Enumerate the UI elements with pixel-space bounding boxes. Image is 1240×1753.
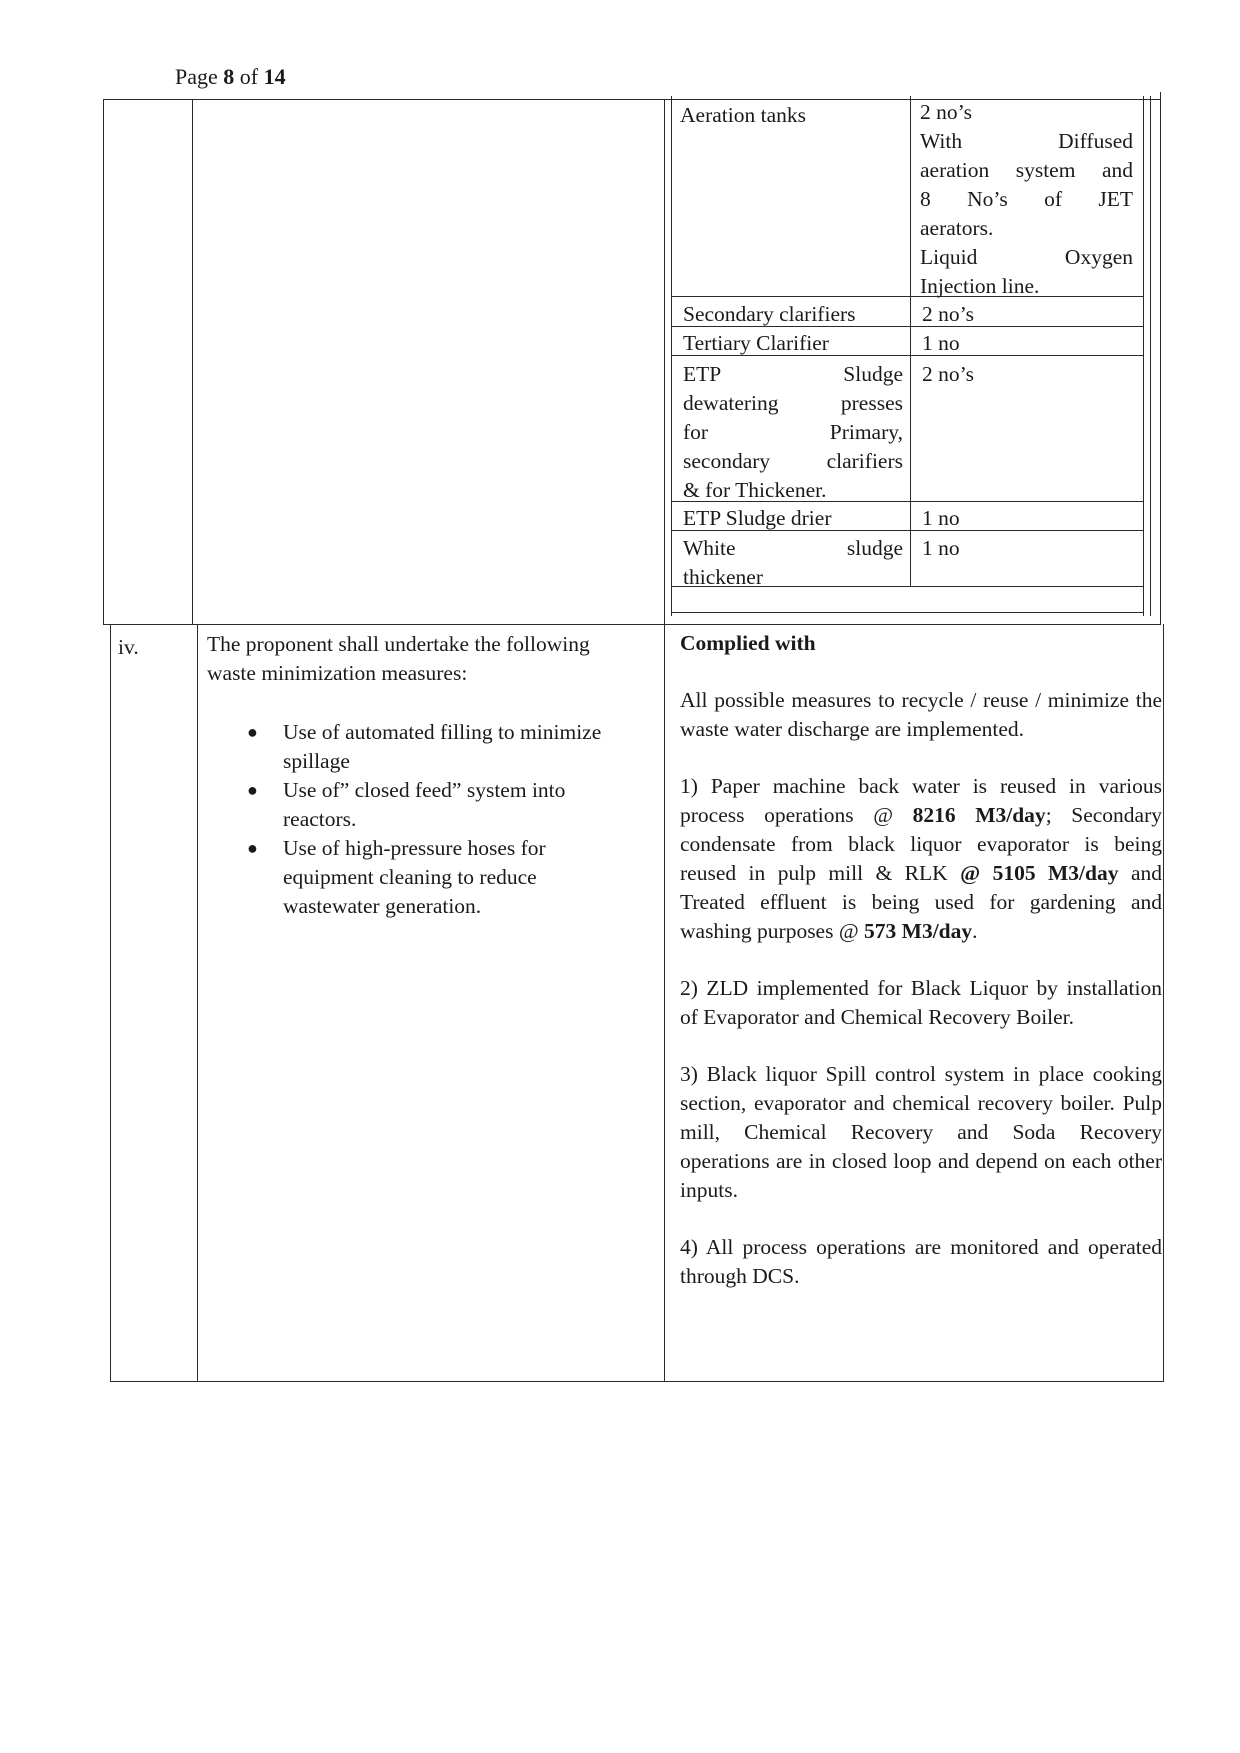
equipment-name: Secondary clarifiers xyxy=(683,302,856,326)
page-current: 8 xyxy=(223,64,235,89)
equipment-detail: 2 no’s xyxy=(922,302,974,326)
equipment-detail: 2 no’s xyxy=(922,362,974,386)
compliance-status: Complied with xyxy=(680,631,816,655)
page-prefix: Page xyxy=(175,64,224,89)
compliance-text xyxy=(680,629,1162,1291)
bullet-item: ● Use of high-pressure hoses for equipment cleaning to reduce wastewater generation. xyxy=(247,836,546,918)
equipment-name: ETP Sludge dewatering presses for Primary, secondary clarifiers & for Thickener. xyxy=(683,362,903,502)
page-total: 14 xyxy=(263,64,286,89)
compliance-intro: All possible measures to recycle / reuse / minimize the waste water discharge are implemented. xyxy=(680,688,1162,741)
equipment-name: ETP Sludge drier xyxy=(683,506,832,530)
col-divider-1-bottom xyxy=(197,624,198,1382)
inner-table-left xyxy=(671,96,672,616)
bullet-item: ● Use of” closed feed” system into reactors. xyxy=(247,778,566,831)
col-divider-1-top xyxy=(192,99,193,625)
bullet-dot-icon: ● xyxy=(247,780,258,800)
equipment-detail: 1 no xyxy=(922,536,960,560)
col-divider-2 xyxy=(664,99,665,1382)
bullet-item: ● Use of automated filling to minimize spillage xyxy=(247,720,602,773)
table-right-border-bottom xyxy=(1163,624,1164,1382)
compliance-point-4: 4) All process operations are monitored and operated through DCS. xyxy=(680,1235,1162,1288)
equipment-name: Aeration tanks xyxy=(680,103,806,127)
compliance-point-1: 1) Paper machine back water is reused in various process operations @ 8216 M3/day; Secondary condensate from black liquor evaporator is being reused in pulp mill & RLK @ 5105 M3/day and Treated effluent is being used for gardening and washing purposes @ 573 M3/day. xyxy=(680,774,1162,943)
inner-table-bottom xyxy=(671,612,1144,613)
inner-table-right-outer xyxy=(1150,96,1151,616)
page-number xyxy=(175,64,286,90)
equipment-detail: 1 no xyxy=(922,506,960,530)
table-left-border-top xyxy=(103,99,104,625)
condition-text: The proponent shall undertake the following waste minimization measures: xyxy=(207,632,590,685)
table-left-border-bottom xyxy=(110,624,111,1382)
page-sep: of xyxy=(234,64,264,89)
row-divider xyxy=(103,624,1161,625)
table-right-border-top xyxy=(1160,92,1161,625)
condition-bullets xyxy=(247,718,663,921)
bullet-dot-icon: ● xyxy=(247,838,258,858)
inner-table-right xyxy=(1143,96,1144,616)
equipment-detail: 2 no’s With Diffused aeration system and 8 No’s of JET aerators. Liquid Oxygen Injection line. xyxy=(920,100,1133,298)
row-number: iv. xyxy=(118,635,139,659)
inner-table-mid xyxy=(910,96,911,586)
compliance-point-3: 3) Black liquor Spill control system in place cooking section, evaporator and chemical recovery boiler. Pulp mill, Chemical Recovery and Soda Recovery operations are in closed loop and depend on each other inputs. xyxy=(680,1062,1162,1202)
table-bottom-border xyxy=(110,1381,1164,1382)
equipment-detail: 1 no xyxy=(922,331,960,355)
bullet-dot-icon: ● xyxy=(247,722,258,742)
compliance-point-2: 2) ZLD implemented for Black Liquor by installation of Evaporator and Chemical Recovery Boiler. xyxy=(680,976,1162,1029)
equipment-name: Tertiary Clarifier xyxy=(683,331,829,355)
equipment-name: White sludge thickener xyxy=(683,536,903,589)
